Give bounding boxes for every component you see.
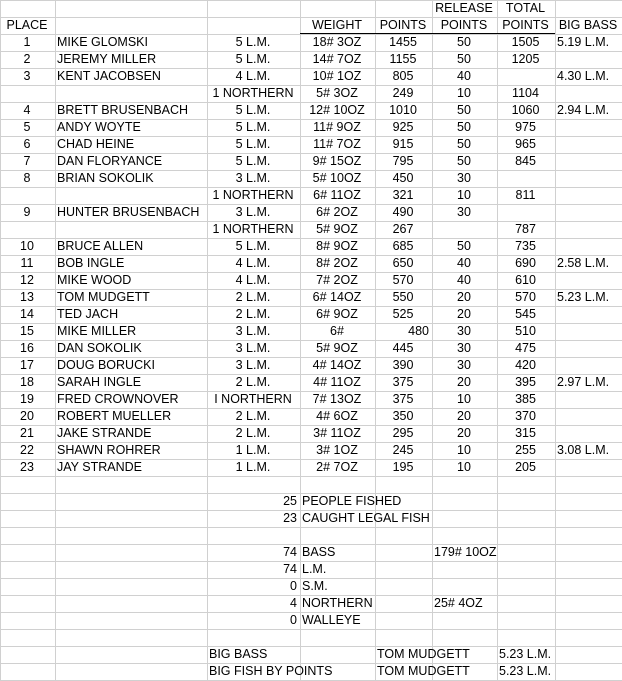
angler-name-cell: DOUG BORUCKI <box>57 358 155 372</box>
header-total-points: POINTS <box>502 18 549 32</box>
points-cell: 480 <box>408 324 429 338</box>
place-cell: 5 <box>23 120 31 134</box>
place-cell: 8 <box>23 171 31 185</box>
weight-cell: 10# 1OZ <box>312 69 362 83</box>
release-points-cell: 50 <box>457 103 471 117</box>
summary-weight <box>434 527 552 544</box>
summary-weight: 179# 10OZ <box>434 545 497 559</box>
fish-count-cell: I NORTHERN <box>214 392 292 406</box>
award-winner: TOM MUDGETT <box>377 647 470 661</box>
summary-weight <box>434 612 552 629</box>
fish-count-cell: 1 NORTHERN <box>212 188 294 202</box>
total-points-cell: 690 <box>515 256 536 270</box>
total-points-cell: 420 <box>515 358 536 372</box>
points-cell: 267 <box>392 222 414 236</box>
weight-cell: 8# 2OZ <box>316 256 358 270</box>
angler-name-cell: CHAD HEINE <box>57 137 135 151</box>
angler-name-cell <box>57 221 204 238</box>
place-cell: 9 <box>23 205 31 219</box>
points-cell: 195 <box>392 460 414 474</box>
total-points-cell: 1205 <box>511 52 540 66</box>
summary-label: L.M. <box>302 562 327 576</box>
place-cell: 22 <box>20 443 34 457</box>
big-bass-cell <box>557 119 619 136</box>
summary-label: NORTHERN <box>302 596 373 610</box>
points-cell: 490 <box>392 205 414 219</box>
place-cell: 13 <box>20 290 34 304</box>
angler-name-cell: ROBERT MUELLER <box>57 409 172 423</box>
angler-name-cell: SHAWN ROHRER <box>57 443 161 457</box>
total-points-cell: 1060 <box>511 103 540 117</box>
release-points-cell: 50 <box>457 239 471 253</box>
award-label: BIG FISH BY POINTS <box>209 664 333 678</box>
summary-count: 4 <box>290 596 297 610</box>
place-cell: 6 <box>23 137 31 151</box>
weight-cell: 6# 14OZ <box>312 290 362 304</box>
big-bass-cell <box>557 272 619 289</box>
weight-cell: 5# 9OZ <box>316 341 358 355</box>
points-cell: 1455 <box>389 35 417 49</box>
angler-name-cell: FRED CROWNOVER <box>57 392 179 406</box>
release-points-cell: 10 <box>457 188 471 202</box>
release-points-cell: 10 <box>457 443 471 457</box>
weight-cell: 11# 9OZ <box>313 120 361 134</box>
release-points-cell: 10 <box>457 86 471 100</box>
total-points-cell: 370 <box>515 409 536 423</box>
total-points-cell <box>499 68 552 85</box>
weight-cell: 12# 10OZ <box>309 103 365 117</box>
weight-cell: 3# 11OZ <box>313 426 361 440</box>
summary-label: PEOPLE FISHED <box>302 494 402 508</box>
big-bass-cell <box>557 357 619 374</box>
release-points-cell: 50 <box>457 120 471 134</box>
fish-count-cell: 5 L.M. <box>235 35 271 49</box>
big-bass-cell <box>557 323 619 340</box>
angler-name-cell: TOM MUDGETT <box>57 290 150 304</box>
release-points-cell: 40 <box>457 69 471 83</box>
release-points-cell: 20 <box>457 307 471 321</box>
weight-cell: 5# 3OZ <box>316 86 358 100</box>
points-cell: 570 <box>392 273 414 287</box>
total-points-cell: 510 <box>515 324 536 338</box>
weight-cell: 5# 9OZ <box>316 222 358 236</box>
weight-cell: 5# 10OZ <box>312 171 362 185</box>
fish-count-cell: 2 L.M. <box>235 290 271 304</box>
summary-label: S.M. <box>302 579 328 593</box>
angler-name-cell: MIKE MILLER <box>57 324 137 338</box>
release-points-cell: 10 <box>457 460 471 474</box>
release-points-cell <box>434 221 494 238</box>
fish-count-cell: 4 L.M. <box>235 273 271 287</box>
angler-name-cell: JEREMY MILLER <box>57 52 157 66</box>
release-points-cell: 10 <box>457 392 471 406</box>
summary-weight <box>434 510 552 527</box>
weight-cell: 7# 13OZ <box>312 392 362 406</box>
award-value: 5.23 L.M. <box>499 664 552 678</box>
summary-count: 25 <box>283 494 297 508</box>
total-points-cell: 610 <box>515 273 536 287</box>
place-cell: 18 <box>20 375 34 389</box>
place-cell: 20 <box>20 409 34 423</box>
total-points-cell: 205 <box>515 460 536 474</box>
place-cell: 2 <box>23 52 31 66</box>
weight-cell: 4# 14OZ <box>312 358 362 372</box>
place-cell: 15 <box>20 324 34 338</box>
summary-weight <box>434 493 552 510</box>
big-bass-cell <box>557 340 619 357</box>
weight-cell: 3# 1OZ <box>316 443 358 457</box>
fish-count-cell: 3 L.M. <box>235 171 271 185</box>
fish-count-cell: 4 L.M. <box>235 256 271 270</box>
fish-count-cell: 4 L.M. <box>235 69 271 83</box>
points-cell: 915 <box>392 137 414 151</box>
release-points-cell: 30 <box>457 171 471 185</box>
big-bass-cell <box>557 153 619 170</box>
grid-row-line <box>0 476 622 477</box>
fish-count-cell: 3 L.M. <box>235 341 271 355</box>
release-points-cell: 30 <box>457 205 471 219</box>
header-points: POINTS <box>379 18 427 32</box>
award-value: 5.23 L.M. <box>499 647 552 661</box>
summary-count: 74 <box>283 562 297 576</box>
big-bass-cell <box>557 85 619 102</box>
fish-count-cell: 5 L.M. <box>235 103 271 117</box>
release-points-cell: 50 <box>457 154 471 168</box>
header-release: RELEASE <box>435 1 493 15</box>
points-cell: 375 <box>392 392 414 406</box>
fish-count-cell: 5 L.M. <box>235 52 271 66</box>
total-points-cell: 735 <box>515 239 536 253</box>
weight-cell: 8# 9OZ <box>316 239 358 253</box>
header-release-points: POINTS <box>440 18 488 32</box>
fish-count-cell: 1 NORTHERN <box>212 222 294 236</box>
summary-count: 0 <box>290 579 297 593</box>
fish-count-cell: 2 L.M. <box>235 426 271 440</box>
weight-cell: 6# 2OZ <box>316 205 358 219</box>
place-cell: 23 <box>20 460 34 474</box>
big-bass-cell <box>557 170 619 187</box>
total-points-cell <box>499 170 552 187</box>
points-cell: 445 <box>392 341 414 355</box>
fish-count-cell: 5 L.M. <box>235 239 271 253</box>
points-cell: 550 <box>392 290 414 304</box>
total-points-cell: 965 <box>515 137 536 151</box>
summary-weight <box>434 629 552 646</box>
angler-name-cell: TED JACH <box>57 307 119 321</box>
fish-count-cell: 5 L.M. <box>235 154 271 168</box>
fish-count-cell: 3 L.M. <box>235 205 271 219</box>
header-total: TOTAL <box>505 1 546 15</box>
weight-cell: 11# 7OZ <box>313 137 361 151</box>
fish-count-cell: 5 L.M. <box>235 137 271 151</box>
points-cell: 925 <box>392 120 414 134</box>
points-cell: 805 <box>392 69 414 83</box>
big-bass-cell: 3.08 L.M. <box>557 443 610 457</box>
total-points-cell: 385 <box>515 392 536 406</box>
total-points-cell: 395 <box>515 375 536 389</box>
total-points-cell <box>499 204 552 221</box>
summary-count: 0 <box>290 613 297 627</box>
place-cell: 1 <box>23 35 31 49</box>
place-cell: 10 <box>20 239 34 253</box>
angler-name-cell: KENT JACOBSEN <box>57 69 161 83</box>
header-weight: WEIGHT <box>312 18 362 32</box>
big-bass-cell <box>557 306 619 323</box>
place-cell: 14 <box>20 307 34 321</box>
weight-cell: 6# 9OZ <box>316 307 358 321</box>
total-points-cell: 545 <box>515 307 536 321</box>
place-cell: 4 <box>23 103 31 117</box>
release-points-cell: 30 <box>457 341 471 355</box>
weight-cell: 4# 6OZ <box>316 409 358 423</box>
summary-count: 74 <box>283 545 297 559</box>
points-cell: 321 <box>392 188 414 202</box>
big-bass-cell <box>557 187 619 204</box>
place-cell: 11 <box>20 256 34 270</box>
release-points-cell: 20 <box>457 290 471 304</box>
weight-cell: 7# 2OZ <box>316 273 358 287</box>
weight-cell: 6# 11OZ <box>313 188 361 202</box>
weight-cell: 18# 3OZ <box>312 35 362 49</box>
points-cell: 375 <box>392 375 414 389</box>
weight-cell: 9# 15OZ <box>312 154 362 168</box>
angler-name-cell: BRIAN SOKOLIK <box>57 171 154 185</box>
points-cell: 1155 <box>389 52 417 66</box>
place-cell: 19 <box>20 392 34 406</box>
fish-count-cell: 3 L.M. <box>235 324 271 338</box>
points-cell: 390 <box>392 358 414 372</box>
place-cell <box>2 187 52 204</box>
big-bass-cell <box>557 238 619 255</box>
summary-count: 23 <box>283 511 297 525</box>
points-cell: 249 <box>392 86 414 100</box>
points-cell: 1010 <box>389 103 417 117</box>
summary-count <box>209 527 297 544</box>
fish-count-cell: 1 L.M. <box>235 443 271 457</box>
summary-count <box>209 629 297 646</box>
summary-weight: 25# 4OZ <box>434 596 483 610</box>
release-points-cell: 40 <box>457 273 471 287</box>
fish-count-cell: 2 L.M. <box>235 375 271 389</box>
weight-cell: 6# <box>330 324 344 338</box>
total-points-cell: 1505 <box>511 35 540 49</box>
big-bass-cell: 5.23 L.M. <box>557 290 610 304</box>
big-bass-cell <box>557 459 619 476</box>
release-points-cell: 20 <box>457 409 471 423</box>
summary-label <box>302 629 429 646</box>
total-points-cell: 787 <box>515 222 536 236</box>
release-points-cell: 50 <box>457 52 471 66</box>
fish-count-cell: 2 L.M. <box>235 409 271 423</box>
total-points-cell: 255 <box>515 443 536 457</box>
release-points-cell: 20 <box>457 375 471 389</box>
angler-name-cell <box>57 85 204 102</box>
big-bass-cell: 2.58 L.M. <box>557 256 610 270</box>
weight-cell: 4# 11OZ <box>313 375 361 389</box>
angler-name-cell: MIKE WOOD <box>57 273 132 287</box>
release-points-cell: 30 <box>457 358 471 372</box>
points-cell: 295 <box>392 426 414 440</box>
total-points-cell: 475 <box>515 341 536 355</box>
angler-name-cell: BRETT BRUSENBACH <box>57 103 189 117</box>
award-label: BIG BASS <box>209 647 268 661</box>
total-points-cell: 811 <box>515 188 536 202</box>
header-place: PLACE <box>6 18 48 32</box>
release-points-cell: 30 <box>457 324 471 338</box>
total-points-cell: 845 <box>515 154 536 168</box>
summary-label: BASS <box>302 545 336 559</box>
points-cell: 650 <box>392 256 414 270</box>
total-points-cell: 570 <box>515 290 536 304</box>
total-points-cell: 315 <box>515 426 536 440</box>
points-cell: 450 <box>392 171 414 185</box>
place-cell: 21 <box>20 426 34 440</box>
angler-name-cell: HUNTER BRUSENBACH <box>57 205 200 219</box>
weight-cell: 14# 7OZ <box>312 52 362 66</box>
angler-name-cell: JAY STRANDE <box>57 460 142 474</box>
release-points-cell: 20 <box>457 426 471 440</box>
angler-name-cell: SARAH INGLE <box>57 375 142 389</box>
total-points-cell: 1104 <box>512 86 539 100</box>
big-bass-cell: 2.97 L.M. <box>557 375 610 389</box>
release-points-cell: 50 <box>457 137 471 151</box>
angler-name-cell: BOB INGLE <box>57 256 125 270</box>
points-cell: 525 <box>392 307 414 321</box>
place-cell: 7 <box>23 154 31 168</box>
angler-name-cell: BRUCE ALLEN <box>57 239 144 253</box>
place-cell: 16 <box>20 341 34 355</box>
weight-cell: 2# 7OZ <box>316 460 358 474</box>
points-cell: 795 <box>392 154 414 168</box>
summary-label <box>302 527 429 544</box>
total-points-cell: 975 <box>515 120 536 134</box>
big-bass-cell <box>557 408 619 425</box>
fish-count-cell: 3 L.M. <box>235 358 271 372</box>
angler-name-cell <box>57 187 204 204</box>
summary-label: CAUGHT LEGAL FISH <box>302 511 430 525</box>
big-bass-cell: 2.94 L.M. <box>557 103 610 117</box>
angler-name-cell: ANDY WOYTE <box>57 120 141 134</box>
big-bass-cell: 5.19 L.M. <box>557 35 610 49</box>
summary-label: WALLEYE <box>302 613 361 627</box>
fish-count-cell: 2 L.M. <box>235 307 271 321</box>
place-cell: 3 <box>23 69 31 83</box>
angler-name-cell: DAN SOKOLIK <box>57 341 142 355</box>
big-bass-cell <box>557 425 619 442</box>
points-cell: 350 <box>392 409 414 423</box>
fish-count-cell: 1 L.M. <box>235 460 271 474</box>
angler-name-cell: DAN FLORYANCE <box>57 154 163 168</box>
release-points-cell: 50 <box>457 35 471 49</box>
big-bass-cell: 4.30 L.M. <box>557 69 610 83</box>
big-bass-cell <box>557 391 619 408</box>
points-cell: 685 <box>392 239 414 253</box>
header-big-bass: BIG BASS <box>558 18 618 32</box>
points-cell: 245 <box>392 443 414 457</box>
place-cell: 17 <box>20 358 34 372</box>
award-winner: TOM MUDGETT <box>377 664 470 678</box>
place-cell <box>2 221 52 238</box>
fish-count-cell: 5 L.M. <box>235 120 271 134</box>
big-bass-cell <box>557 51 619 68</box>
place-cell: 12 <box>20 273 34 287</box>
fish-count-cell: 1 NORTHERN <box>212 86 294 100</box>
release-points-cell: 40 <box>457 256 471 270</box>
big-bass-cell <box>557 204 619 221</box>
place-cell <box>2 85 52 102</box>
angler-name-cell: MIKE GLOMSKI <box>57 35 148 49</box>
big-bass-cell <box>557 136 619 153</box>
big-bass-cell <box>557 221 619 238</box>
summary-weight <box>434 561 552 578</box>
angler-name-cell: JAKE STRANDE <box>57 426 152 440</box>
summary-weight <box>434 578 552 595</box>
